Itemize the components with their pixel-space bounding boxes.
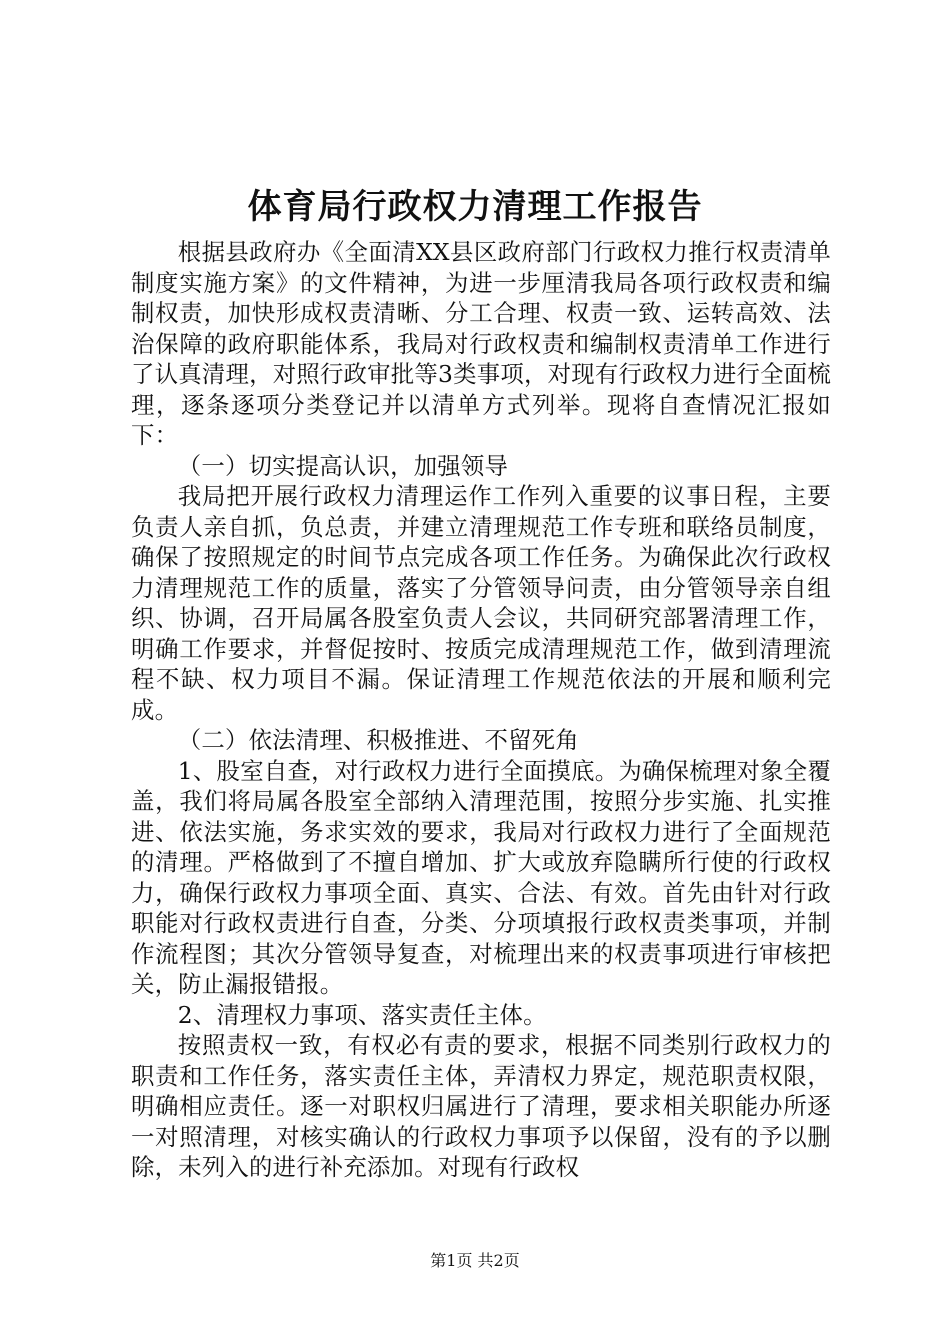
document-title: 体育局行政权力清理工作报告 xyxy=(247,187,703,227)
item-2-paragraph: 按照责权一致，有权必有责的要求，根据不同类别行政权力的职责和工作任务，落实责任主体，弄清权力界定，规范职责权限，明确相应责任。逐一对职权归属进行了清理，要求相关职能办所逐一对照清理，对核实确认的行政权力事项予以保留，没有的予以删除，未列入的进行补充添加。对现有行政权 xyxy=(131,1031,831,1181)
section-1-paragraph: 我局把开展行政权力清理运作工作列入重要的议事日程，主要负责人亲自抓，负总责，并建立清理规范工作专班和联络员制度，确保了按照规定的时间节点完成各项工作任务。为确保此次行政权力清理规范工作的质量，落实了分管领导问责，由分管领导亲自组织、协调，召开局属各股室负责人会议，共同研究部署清理工作，明确工作要求，并督促按时、按质完成清理规范工作，做到清理流程不缺、权力项目不漏。保证清理工作规范依法的开展和顺利完成。 xyxy=(131,482,831,724)
intro-paragraph: 根据县政府办《全面清XX县区政府部门行政权力推行权责清单制度实施方案》的文件精神，为进一步厘清我局各项行政权责和编制权责，加快形成权责清晰、分工合理、权责一致、运转高效、法治保障的政府职能体系，我局对行政权责和编制权责清单工作进行了认真清理，对照行政审批等3类事项，对现有行政权力进行全面梳理，逐条逐项分类登记并以清单方式列举。现将自查情况汇报如下： xyxy=(131,238,831,449)
section-heading-2: （二）依法清理、积极推进、不留死角 xyxy=(177,726,579,754)
item-1-paragraph: 1、股室自查，对行政权力进行全面摸底。为确保梳理对象全覆盖，我们将局属各股室全部纳入清理范围，按照分步实施、扎实推进、依法实施，务求实效的要求，我局对行政权力进行了全面规范的清理。严格做到了不擅自增加、扩大或放弃隐瞒所行使的行政权力，确保行政权力事项全面、真实、合法、有效。首先由针对行政职能对行政权责进行自查，分类、分项填报行政权责类事项，并制作流程图；其次分管领导复查，对梳理出来的权责事项进行审核把关，防止漏报错报。 xyxy=(131,756,831,998)
section-heading-1: （一）切实提高认识，加强领导 xyxy=(177,451,509,480)
item-2-heading: 2、清理权力事项、落实责任主体。 xyxy=(177,1000,547,1029)
page-footer: 第1页 共2页 xyxy=(430,1251,520,1270)
document-body xyxy=(131,237,831,1183)
